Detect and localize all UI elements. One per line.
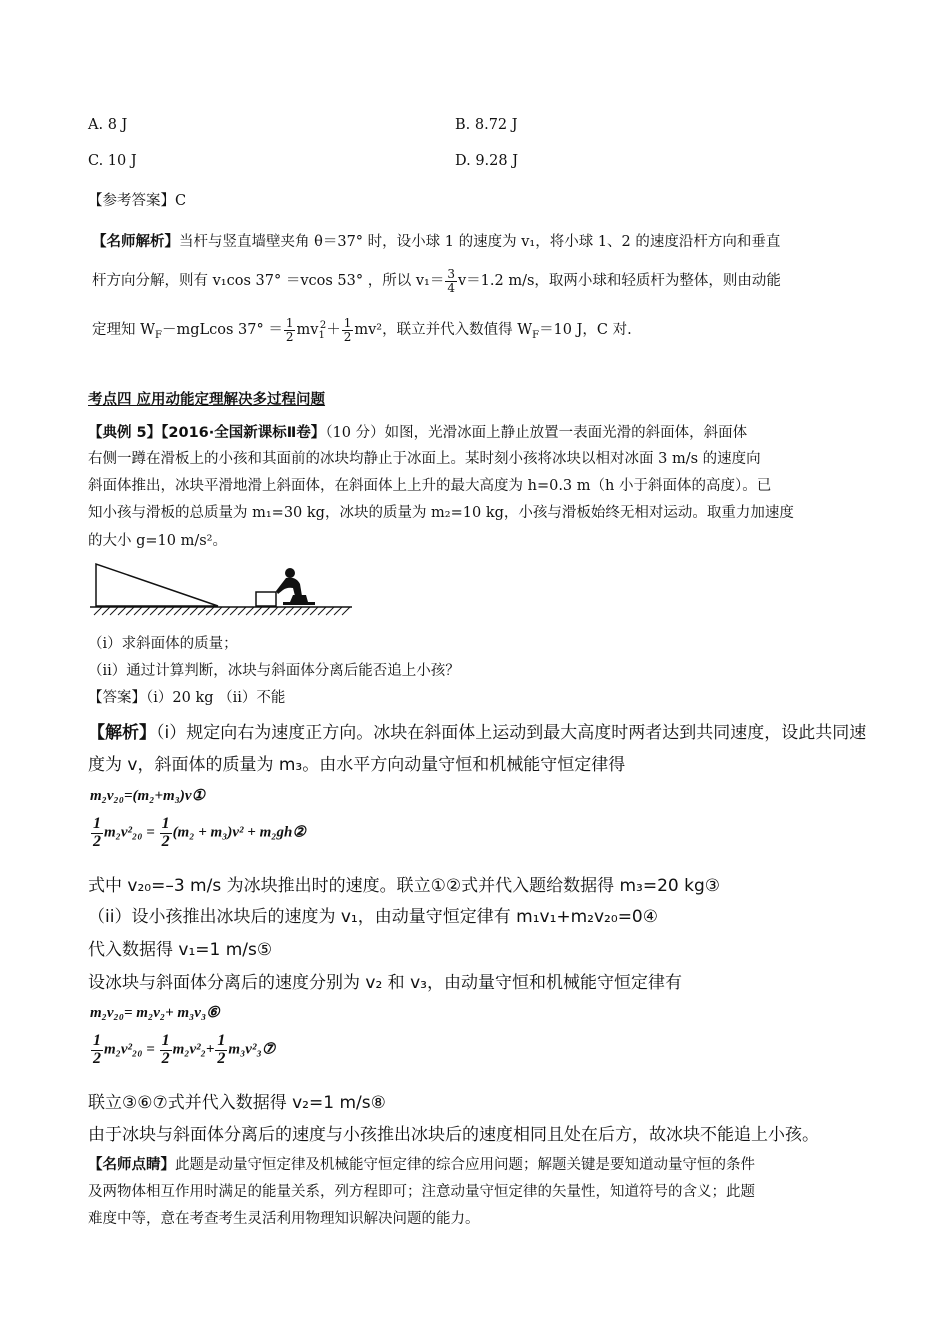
solution-line-5: 代入数据得 v₁=1 m/s⑤ xyxy=(88,940,273,960)
eq4-left: m₂v²₂₀ = xyxy=(104,1041,155,1058)
example-line-1 xyxy=(88,421,747,442)
solution-line-6: 设冰块与斜面体分离后的速度分别为 v₂ 和 v₃，由动量守恒和机械能守恒定律有 xyxy=(88,973,682,993)
comment-label: 【名师点睛】 xyxy=(88,1157,175,1173)
comment-line-1 xyxy=(88,1153,755,1174)
solution-line-2: 度为 v，斜面体的质量为 m₃。由水平方向动量守恒和机械能守恒定律得 xyxy=(88,755,626,775)
subscript-1: 1 xyxy=(318,329,325,341)
fraction-1-2-a: $\frac{1}{2}$ xyxy=(285,316,294,344)
fraction-1-2-b: $\frac{1}{2}$ xyxy=(343,316,352,344)
ground-hatching xyxy=(94,607,350,615)
explanation-text-1: 当杆与竖直墙壁夹角 θ＝37° 时，设小球 1 的速度为 v₁，将小球 1、2 的速度沿杆方向和垂直 xyxy=(179,234,781,250)
fraction-3-4: $\frac{3}{4}$ xyxy=(447,267,455,295)
explanation-line-1 xyxy=(92,230,780,251)
ice-block xyxy=(256,592,276,606)
example-text-1: （10 分）如图，光滑冰面上静止放置一表面光滑的斜面体，斜面体 xyxy=(325,425,748,441)
incline-figure xyxy=(90,562,360,624)
eq4-fraction-2: $\frac{1}{2}$ xyxy=(161,1032,170,1067)
eq4-fraction-3: $\frac{1}{2}$ xyxy=(217,1032,226,1067)
equation-4 xyxy=(90,1033,275,1068)
answer-line: 【答案】（i）20 kg （ii）不能 xyxy=(88,690,286,706)
explanation-plus: ＋ xyxy=(326,322,341,339)
incline-block xyxy=(96,564,218,606)
question-i: （i）求斜面体的质量； xyxy=(88,636,238,652)
eq4-mid: m₂v²₂+ xyxy=(172,1041,215,1058)
question-ii: （ii）通过计算判断，冰块与斜面体分离后能否追上小孩？ xyxy=(88,663,460,679)
option-d: D. 9.28 J xyxy=(455,153,519,169)
explanation-text-3a: 定理知 W xyxy=(92,322,156,339)
superscript-2: 2 xyxy=(319,320,327,332)
solution-line-1 xyxy=(88,718,866,743)
child-on-skateboard xyxy=(276,568,315,605)
explanation-label: 【名师解析】 xyxy=(92,234,179,250)
explanation-text-3b: －mgLcos 37° ＝ xyxy=(161,322,283,339)
eq4-fraction-1: $\frac{1}{2}$ xyxy=(93,1032,101,1067)
solution-text-1: （i）规定向右为速度正方向。冰块在斜面体上运动到最大高度时两者达到共同速度，设此共同速 xyxy=(156,723,867,743)
explanation-text-3e: mv²，联立并代入数值得 W xyxy=(354,322,533,339)
example-line-4: 知小孩与滑板的总质量为 m₁=30 kg，冰块的质量为 m₂=10 kg，小孩与滑板始终无相对运动。取重力加速度 xyxy=(88,505,794,521)
explanation-text-3f: ＝10 J，C 对. xyxy=(539,322,632,339)
equation-3: m₂v₂₀= m₂v₂+ m₃v₃⑥ xyxy=(90,1005,220,1021)
example-label: 【典例 5】【2016·全国新课标Ⅱ卷】 xyxy=(88,425,326,441)
reference-answer: 【参考答案】C xyxy=(88,193,187,209)
explanation-line-2 xyxy=(92,268,781,294)
example-line-2: 右侧一蹲在滑板上的小孩和其面前的冰块均静止于冰面上。某时刻小孩将冰块以相对冰面 3 m/s 的速度向 xyxy=(88,451,761,467)
comment-line-3: 难度中等，意在考查考生灵活利用物理知识解决问题的能力。 xyxy=(88,1211,480,1227)
example-line-3: 斜面体推出，冰块平滑地滑上斜面体，在斜面体上上升的最大高度为 h=0.3 m（h 小于斜面体的高度）。已 xyxy=(88,478,772,494)
section-title: 考点四 应用动能定理解决多过程问题 xyxy=(88,392,326,408)
solution-line-4: （ii）设小孩推出冰块后的速度为 v₁，由动量守恒定律有 m₁v₁+m₂v₂₀=0④ xyxy=(88,907,658,927)
eq2-right: (m₂ + m₃)v² + m₂gh② xyxy=(172,824,306,841)
equation-1: m₂v₂₀=(m₂+m₃)v① xyxy=(90,788,205,804)
example-line-5: 的大小 g=10 m/s²。 xyxy=(88,533,227,549)
explanation-text-3c: mv xyxy=(296,322,319,339)
solution-label: 【解析】 xyxy=(88,723,156,743)
solution-line-7: 联立③⑥⑦式并代入数据得 v₂=1 m/s⑧ xyxy=(88,1093,386,1113)
option-c: C. 10 J xyxy=(88,153,137,169)
equation-2 xyxy=(90,816,306,851)
solution-line-3: 式中 v₂₀=–3 m/s 为冰块推出时的速度。联立①②式并代入题给数据得 m₃=20 kg③ xyxy=(88,876,721,896)
explanation-text-2b: v＝1.2 m/s，取两小球和轻质杆为整体，则由动能 xyxy=(457,273,781,290)
explanation-text-2a: 杆方向分解，则有 v₁cos 37° ＝vcos 53° ，所以 v₁＝ xyxy=(92,273,445,290)
comment-text-1: 此题是动量守恒定律及机械能守恒定律的综合应用问题；解题关键是要知道动量守恒的条件 xyxy=(175,1157,755,1173)
subscript-f: F xyxy=(155,329,162,341)
subscript-f2: F xyxy=(532,329,540,341)
option-a: A. 8 J xyxy=(88,117,128,133)
explanation-line-3 xyxy=(92,317,632,343)
option-b: B. 8.72 J xyxy=(455,117,518,133)
solution-line-8: 由于冰块与斜面体分离后的速度与小孩推出冰块后的速度相同且处在后方，故冰块不能追上小孩。 xyxy=(88,1125,819,1145)
eq4-right: m₃v²₃⑦ xyxy=(228,1041,276,1058)
comment-line-2: 及两物体相互作用时满足的能量关系，列方程即可；注意动量守恒定律的矢量性，知道符号的含义；此题 xyxy=(88,1184,755,1200)
eq2-fraction-right: $\frac{1}{2}$ xyxy=(161,815,170,850)
eq2-fraction-left: $\frac{1}{2}$ xyxy=(93,815,101,850)
eq2-left: m₂v²₂₀ = xyxy=(104,824,155,841)
